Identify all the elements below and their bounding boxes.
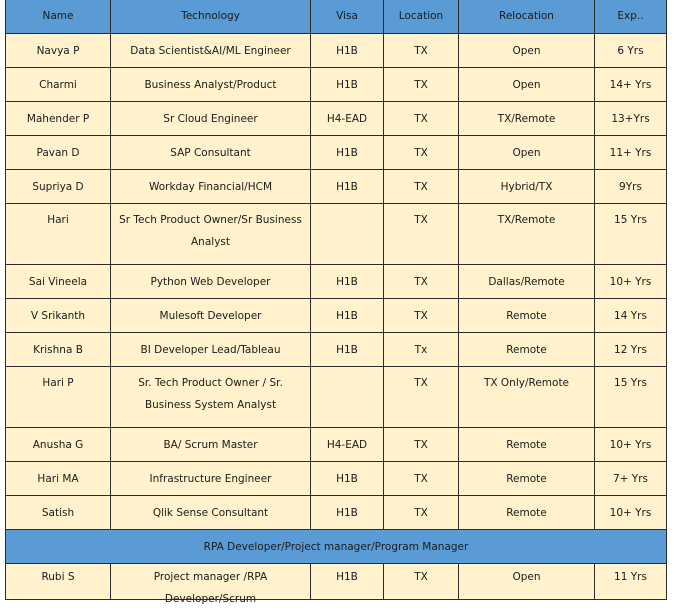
cell-visa: H1B bbox=[311, 462, 384, 496]
cell-exp: 6 Yrs bbox=[595, 34, 667, 68]
table-row bbox=[6, 265, 667, 299]
cell-relocation: Open bbox=[459, 68, 595, 102]
table-row bbox=[6, 367, 667, 428]
cell-exp: 15 Yrs bbox=[595, 367, 667, 428]
cell-name: Hari bbox=[6, 204, 111, 265]
cell-name: Navya P bbox=[6, 34, 111, 68]
cell-location: TX bbox=[384, 136, 459, 170]
cell-relocation: Dallas/Remote bbox=[459, 265, 595, 299]
cell-location: TX bbox=[384, 367, 459, 428]
cell-name bbox=[6, 564, 111, 600]
header-name: Name bbox=[6, 0, 111, 34]
cell-technology: Workday Financial/HCM bbox=[111, 170, 311, 204]
cell-location: TX bbox=[384, 265, 459, 299]
cell-location: Tx bbox=[384, 333, 459, 367]
cell-technology: Python Web Developer bbox=[111, 265, 311, 299]
cell-relocation: Open bbox=[459, 34, 595, 68]
cell-exp: 14 Yrs bbox=[595, 299, 667, 333]
cell-relocation: Remote bbox=[459, 496, 595, 530]
cell-technology: Mulesoft Developer bbox=[111, 299, 311, 333]
table-row bbox=[6, 496, 667, 530]
header-technology: Technology bbox=[111, 0, 311, 34]
cell-exp bbox=[595, 564, 667, 600]
cell-visa: H1B bbox=[311, 170, 384, 204]
cell-name: Hari MA bbox=[6, 462, 111, 496]
cell-relocation: Remote bbox=[459, 462, 595, 496]
cell-relocation: Open bbox=[459, 136, 595, 170]
table-row bbox=[6, 170, 667, 204]
cell-text: TX bbox=[414, 571, 428, 583]
candidates-table bbox=[5, 0, 667, 605]
cell-technology: Sr Tech Product Owner/Sr Business Analyst bbox=[111, 204, 311, 265]
header-visa: Visa bbox=[311, 0, 384, 34]
cell-technology bbox=[111, 564, 311, 605]
cell-visa: H1B bbox=[311, 265, 384, 299]
table-row bbox=[6, 68, 667, 102]
cell-exp: 14+ Yrs bbox=[595, 68, 667, 102]
cell-name: Anusha G bbox=[6, 428, 111, 462]
cell-name: Supriya D bbox=[6, 170, 111, 204]
cell-name: Satish bbox=[6, 496, 111, 530]
cell-relocation: Remote bbox=[459, 428, 595, 462]
cell-exp: 12 Yrs bbox=[595, 333, 667, 367]
cell-technology: BI Developer Lead/Tableau bbox=[111, 333, 311, 367]
cell-technology: Sr Cloud Engineer bbox=[111, 102, 311, 136]
cell-location: TX bbox=[384, 34, 459, 68]
table-row bbox=[6, 136, 667, 170]
cell-text: Rubi S bbox=[41, 571, 75, 583]
cell-technology: SAP Consultant bbox=[111, 136, 311, 170]
cell-visa: H1B bbox=[311, 333, 384, 367]
table-row bbox=[6, 333, 667, 367]
cell-visa: H1B bbox=[311, 34, 384, 68]
cell-relocation: TX Only/Remote bbox=[459, 367, 595, 428]
cell-technology: Data Scientist&AI/ML Engineer bbox=[111, 34, 311, 68]
cell-name: Pavan D bbox=[6, 136, 111, 170]
cell-location: TX bbox=[384, 170, 459, 204]
cell-visa bbox=[311, 204, 384, 265]
table-row bbox=[6, 204, 667, 265]
cell-visa: H1B bbox=[311, 496, 384, 530]
cell-visa bbox=[311, 367, 384, 428]
cell-technology: Infrastructure Engineer bbox=[111, 462, 311, 496]
cell-exp: 7+ Yrs bbox=[595, 462, 667, 496]
cell-exp: 15 Yrs bbox=[595, 204, 667, 265]
header-location: Location bbox=[384, 0, 459, 34]
cell-visa: H4-EAD bbox=[311, 428, 384, 462]
cell-visa: H1B bbox=[311, 299, 384, 333]
cell-name: Charmi bbox=[6, 68, 111, 102]
cell-location: TX bbox=[384, 462, 459, 496]
cell-location: TX bbox=[384, 204, 459, 265]
table-row bbox=[6, 564, 667, 600]
cell-text: Open bbox=[512, 571, 541, 583]
cell-technology: BA/ Scrum Master bbox=[111, 428, 311, 462]
cell-name: Sai Vineela bbox=[6, 265, 111, 299]
header-exp: Exp.. bbox=[595, 0, 667, 34]
cell-visa: H1B bbox=[311, 136, 384, 170]
cell-name: V Srikanth bbox=[6, 299, 111, 333]
table-row bbox=[6, 462, 667, 496]
cell-location: TX bbox=[384, 299, 459, 333]
cell-visa: H4-EAD bbox=[311, 102, 384, 136]
cell-text: H1B bbox=[336, 571, 358, 583]
cell-text: Project manager /RPA Developer/Scrum bbox=[153, 571, 268, 605]
cell-exp: 11+ Yrs bbox=[595, 136, 667, 170]
cell-technology: Qlik Sense Consultant bbox=[111, 496, 311, 530]
cell-location: TX bbox=[384, 102, 459, 136]
cell-visa bbox=[311, 564, 384, 600]
header-relocation: Relocation bbox=[459, 0, 595, 34]
table-row bbox=[6, 34, 667, 68]
cell-exp: 13+Yrs bbox=[595, 102, 667, 136]
cell-relocation: Remote bbox=[459, 333, 595, 367]
cell-relocation: Remote bbox=[459, 299, 595, 333]
cell-technology: Business Analyst/Product bbox=[111, 68, 311, 102]
table-row bbox=[6, 102, 667, 136]
cell-location: TX bbox=[384, 428, 459, 462]
cell-text: 11 Yrs bbox=[614, 571, 647, 583]
cell-exp: 9Yrs bbox=[595, 170, 667, 204]
cell-name: Hari P bbox=[6, 367, 111, 428]
cell-relocation: Hybrid/TX bbox=[459, 170, 595, 204]
header-row bbox=[6, 0, 667, 34]
cell-name: Krishna B bbox=[6, 333, 111, 367]
section-heading: RPA Developer/Project manager/Program Manager bbox=[6, 530, 667, 564]
cell-relocation bbox=[459, 564, 595, 600]
table-row bbox=[6, 428, 667, 462]
cell-exp: 10+ Yrs bbox=[595, 428, 667, 462]
cell-exp: 10+ Yrs bbox=[595, 265, 667, 299]
cell-relocation: TX/Remote bbox=[459, 102, 595, 136]
cell-location: TX bbox=[384, 496, 459, 530]
cell-visa: H1B bbox=[311, 68, 384, 102]
cell-relocation: TX/Remote bbox=[459, 204, 595, 265]
cell-technology: Sr. Tech Product Owner / Sr. Business System Analyst bbox=[111, 367, 311, 428]
cell-exp: 10+ Yrs bbox=[595, 496, 667, 530]
section-row bbox=[6, 530, 667, 564]
cell-location bbox=[384, 564, 459, 600]
table-row bbox=[6, 299, 667, 333]
cell-name: Mahender P bbox=[6, 102, 111, 136]
cell-location: TX bbox=[384, 68, 459, 102]
